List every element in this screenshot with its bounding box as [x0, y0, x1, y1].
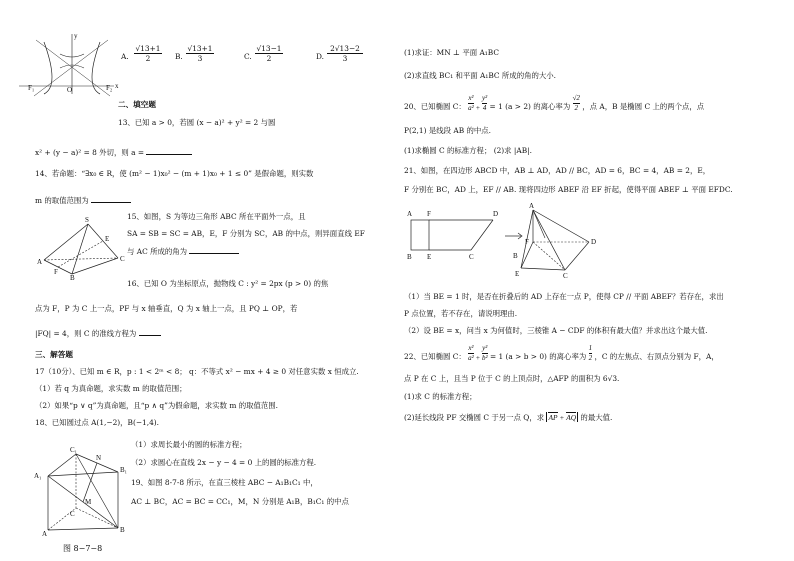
svg-text:C: C	[70, 510, 75, 518]
q16-line1: 16、已知 O 为坐标原点，抛物线 C : y² = 2px (p > 0) 的焦	[127, 279, 329, 288]
q13-line2-wrap	[35, 147, 192, 157]
q12-option-b: B.	[175, 52, 183, 61]
q18-line1: 18、已知圆过点 A(1,−2)，B(−1,4).	[35, 418, 160, 427]
q14-answer-blank	[91, 195, 131, 203]
q22-suffix: ，C 的左焦点、右顶点分别为 F，A，	[594, 352, 719, 362]
q15-line3-wrap	[127, 246, 239, 256]
q12-a-num: √13+1	[135, 44, 161, 53]
q12-c-num: √13−1	[256, 44, 282, 53]
q17-line2: （1）若 q 为真命题，求实数 m 的取值范围；	[35, 384, 187, 393]
svg-text:B: B	[70, 274, 75, 282]
q21-line1: 21、如图，在四边形 ABCD 中，AB ⊥ AD，AD // BC，AD = 6，BC = 4，AB = 2，E，	[404, 166, 711, 175]
svg-text:C: C	[120, 255, 125, 263]
q12-d-den: 3	[342, 54, 348, 64]
q15-line3: 与 AC 所成的角为	[127, 247, 188, 256]
q13-answer-blank	[146, 147, 192, 155]
svg-text:C₁: C₁	[70, 446, 78, 454]
q22-ellipse-fraction: $\frac{\text{x²}}{\text{a²}}$ + $\frac{\text{y²}}{\text{b²}}$	[468, 344, 488, 362]
svg-text:B: B	[513, 252, 518, 260]
q22-vector-expression: AP + AQ	[548, 413, 577, 422]
q19-line1: 19、如图 8-7-8 所示，在直三棱柱 ABC − A₁B₁C₁ 中，	[131, 478, 318, 487]
q14-line2: m 的取值范围为	[35, 196, 89, 205]
q20-prefix: 20、已知椭圆 C：	[404, 102, 466, 112]
section3-heading: 三、解答题	[35, 350, 73, 359]
q22-eccentricity: $\frac{1}{2}$	[588, 344, 593, 362]
svg-text:O: O	[67, 86, 73, 94]
q14-line1: 14、若命题：“∃x₀ ∈ R，使 (m² − 1)x₀² − (m + 1)x₀ + 1 ≤ 0” 是假命题，则实数	[35, 169, 314, 178]
q22-sub2-suffix: 的最大值.	[580, 413, 613, 422]
q20-line2: P(2,1) 是线段 AB 的中点.	[404, 126, 492, 135]
svg-text:B: B	[407, 253, 412, 261]
svg-text:F: F	[54, 268, 58, 276]
q22-line2: 点 P 在 C 上，且当 P 位于 C 的上顶点时，△AFP 的面积为 6√3.	[404, 374, 620, 383]
q12-b-num: √13+1	[187, 44, 213, 53]
svg-text:A: A	[42, 530, 48, 538]
q22-line1	[404, 344, 719, 364]
q22-sub2-prefix: (2)延长线段 PF 交椭圆 C 于另一点 Q，求	[404, 413, 545, 422]
q16-answer-blank	[139, 328, 161, 336]
svg-text:A: A	[37, 258, 43, 266]
q21-sub1-line2: P 点位置，若不存在，请说明理由.	[404, 309, 518, 318]
svg-text:D: D	[493, 210, 499, 218]
q22-prefix: 22、已知椭圆 C：	[404, 352, 466, 362]
svg-text:C: C	[469, 253, 474, 261]
q20-ellipse-fraction: $\frac{\text{x²}}{\text{a²}}$ + $\frac{\text{y²}}{4}$	[468, 94, 488, 112]
folding-figure	[405, 204, 605, 280]
q15-line2: SA = SB = SC = AB，E，F 分别为 SC，AB 的中点，则异面直线 EF	[127, 229, 365, 238]
svg-text:S: S	[85, 216, 89, 224]
q12-option-c: C.	[244, 52, 252, 61]
svg-text:F₂: F₂	[106, 84, 113, 92]
q12-b-den: 3	[197, 54, 203, 64]
q16-line2: 点为 F，P 为 C 上一点，PF 与 x 轴垂直，Q 为 x 轴上一点，且 PQ ⊥ OP，若	[35, 304, 298, 313]
q20-eccentricity: $\frac{√2}{2}$	[572, 94, 580, 112]
svg-text:F: F	[525, 238, 529, 246]
svg-text:x: x	[115, 82, 119, 90]
q16-line3: |FQ| = 4，则 C 的准线方程为	[35, 329, 137, 338]
q22-sub1: (1)求 C 的标准方程；	[404, 392, 477, 401]
svg-text:y: y	[74, 32, 78, 40]
svg-text:A: A	[407, 210, 413, 218]
q20-line1	[404, 94, 704, 114]
svg-text:F₁: F₁	[28, 84, 35, 92]
q13-line1: 13、已知 a > 0，若圆 (x − a)² + y² = 2 与圆	[118, 118, 276, 127]
q12-option-a: A.	[121, 52, 129, 61]
svg-text:E: E	[105, 235, 110, 243]
q21-sub1-line1: （1）当 BE = 1 时，是否在折叠后的 AD 上存在一点 P，使得 CP // 平面 ABEF？若存在，求出	[404, 292, 724, 301]
hyperbola-figure	[14, 34, 118, 96]
q12-option-d: D.	[316, 52, 325, 61]
q16-line3-wrap	[35, 328, 161, 338]
q18-line2: （1）求周长最小的圆的标准方程；	[131, 440, 247, 449]
svg-text:D: D	[591, 238, 597, 246]
section2-heading: 二、填空题	[118, 100, 156, 109]
q12-c-den: 2	[266, 54, 272, 64]
q13-line2: x² + (y − a)² = 8 外切，则 a =	[35, 148, 145, 157]
q19-line2: AC ⊥ BC，AC = BC = CC₁，M，N 分别是 A₁B，B₁C₁ 的中点	[131, 497, 349, 506]
q15-line1: 15、如图，S 为等边三角形 ABC 所在平面外一点，且	[127, 212, 306, 221]
q20-line3: (1)求椭圆 C 的标准方程； (2)求 |AB|.	[404, 146, 532, 155]
q12-d-num: 2√13−2	[327, 44, 363, 54]
svg-text:B₁: B₁	[120, 466, 128, 474]
svg-text:N: N	[96, 454, 102, 462]
q19-sub2: (2)求直线 BC₁ 和平面 A₁BC 所成的角的大小.	[404, 71, 557, 80]
q21-sub2: （2）设 BE = x，问当 x 为何值时，三棱锥 A − CDF 的体积有最大值？并求出这个最大值.	[404, 326, 708, 335]
tetrahedron-figure	[36, 218, 126, 280]
q12-a-den: 2	[145, 54, 151, 64]
svg-text:E: E	[427, 253, 432, 261]
svg-text:A₁: A₁	[34, 472, 42, 480]
q20-condition: = 1 (a > 2) 的离心率为	[489, 102, 571, 112]
q22-condition: = 1 (a > b > 0) 的离心率为	[489, 352, 587, 362]
svg-text:F: F	[427, 210, 431, 218]
svg-text:A: A	[529, 202, 535, 210]
q18-line3: （2）求圆心在直线 2x − y − 4 = 0 上的圆的标准方程.	[131, 458, 317, 467]
q20-suffix: ，点 A，B 是椭圆 C 上的两个点，点	[582, 102, 705, 112]
svg-text:E: E	[515, 270, 520, 278]
figure-caption: 图 8−7−8	[63, 544, 103, 553]
q15-answer-blank	[189, 246, 239, 254]
prism-figure	[32, 446, 128, 538]
q21-line2: F 分别在 BC，AD 上，EF // AB. 现将四边形 ABEF 沿 EF 折起，使得平面 ABEF ⊥ 平面 EFDC.	[404, 185, 733, 194]
q17-line1: 17（10分）、已知 m ∈ R，p : 1 < 2ᵐ < 8； q：不等式 x² − mx + 4 ≥ 0 对任意实数 x 恒成立.	[35, 367, 359, 376]
q19-sub1: (1)求证：MN ⊥ 平面 A₁BC	[404, 48, 499, 57]
svg-text:C: C	[563, 272, 568, 280]
svg-text:B: B	[120, 526, 125, 534]
svg-text:M: M	[85, 498, 92, 506]
q22-sub2	[404, 412, 612, 422]
q14-line2-wrap	[35, 195, 131, 205]
q17-line3: （2）如果“p ∨ q”为真命题，且“p ∧ q”为假命题，求实数 m 的取值范围.	[35, 401, 278, 410]
